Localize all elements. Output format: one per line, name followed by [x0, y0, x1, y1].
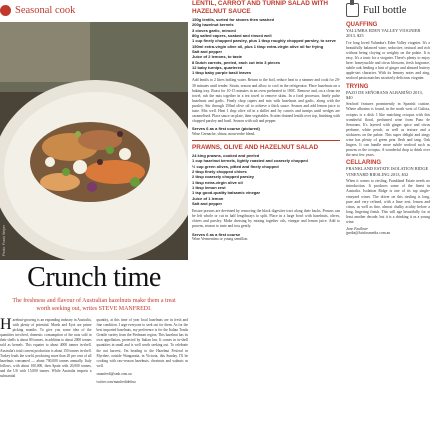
recipe1-ingredient: Juice of 2 lemons, to taste: [192, 54, 243, 60]
recipe2-ingredient: 1 tsp good-quality balsamic vinegar: [192, 190, 261, 196]
recipe2-ingredient: 24 king prawns, cooked and peeled: [192, 153, 260, 159]
wine-review-3: When it comes to riesling, Frankland Estate needs no introduction. It produces some of the finest in Australia. Isolation Ridge is one of its top single-vineyard wines. The driver on this riesling is long, pure and very refined, with a lime zest, lemon and citrus, as well as fine, almost chalky acidity before a long, lingering finish. This will age beautifully for at least another decade, but it is a drinking it as a young wine.: [346, 179, 430, 224]
wine-section-header: [346, 0, 430, 20]
recipe2-ingredient: ½ cup green olives, pitted and finely chopped: [192, 163, 279, 169]
wine-category-cellaring: CELLARING: [346, 160, 381, 167]
recipe2-method: Ensure prawns are deveined by removing the black digestive tract along their backs. Prawns can be left whole or cut in half lengthways to split. Place in a large bowl with hazelnuts, olives, chives and parsley. Make dressing by mixing together oils, vinegar and lemon juice. Add to prawns, season to taste and toss gently.: [192, 209, 340, 229]
bottle-icon: [346, 3, 359, 17]
recipe1-ingredient: 1 cup finely chopped parsley, plus 1 tbsp roughly chopped parsley, to serve: [192, 38, 336, 44]
wine-label-1: YALUMBA EDEN VALLEY VIOGNIER 2013, $25: [346, 28, 421, 39]
recipe2-ingredient: 1 tbsp lemon zest: [192, 184, 226, 190]
recipe1-title: LENTIL, CARROT AND TURNIP SALAD WITH HAZELNUT SAUCE: [192, 0, 328, 15]
recipe1-ingredient: Salt and pepper: [192, 48, 223, 54]
feature-column: [0, 0, 188, 436]
wine-label-2: PAZO DE SEÑORANS ALBARIÑO 2013, $40: [346, 89, 423, 100]
recipe1-ingredient: 1 tbsp baby purple basil leaves: [192, 70, 252, 76]
recipe1-ingredient: 12 baby turnips, quartered: [192, 64, 243, 70]
recipe1-method: Add lentils to 2 litres boiling water. Return to the boil, reduce heat to a simmer and cook for 20-30 minutes until tender. Strain, season and allow to cool in the refrigerator. Place hazelnuts on a baking tray. Roast for 10-15 minutes in an oven preheated to 180C. Remove and, on a clean tea towel, rub the nuts together in a tea towel to remove skins. In a food processor, finely pulse hazelnuts and garlic. Finely chop capers and mix with hazelnuts and garlic, along with the parsley. Stir through 150ml olive oil to achieve a thick sauce. Season and add lemon juice to taste. Mix well. Heat 1 tbsp olive oil in a skillet and fry carrots and turnips until wedges are caramelised. Place sauce on plate, then vegetables. Scatter drained lentils over top, finishing with chopped parsley and basil. Season with salt and pepper.: [192, 78, 340, 124]
wine-writer: Jane Faulkner: [346, 227, 369, 232]
recipe2-ingredient: Salt and pepper: [192, 200, 223, 206]
article-col-1: [0, 318, 92, 385]
wine-review-1: I've long loved Yalumba's Eden Valley viognier. It's a beautifully balanced wine, seductive, textural and rich without being cloying or weighty on the palate. It is easy. It's a tonic for a viognier. There's plenty to enjoy here: honeysuckle and citrus blossom, fresh fragrance, subtle oak lending a hint of ginger and almond buttery apple-tart character. With its lemony notes and zing, seafood pasta matches an utterly delicious viognier.: [346, 40, 430, 81]
section-header: [0, 0, 188, 20]
section-dot-icon: [0, 5, 11, 16]
recipe1-ingredient: 150g lentils, sorted for stones then washed: [192, 17, 275, 23]
recipe1-ingredient: 3 cloves garlic, minced: [192, 27, 236, 33]
article-text-2: quantity, at this time of year local hazelnuts are in fresh and fine condition. I urge everyone to seek out for them. As for the best imported hazelnuts, my preference is for the Italian Tonda Gentile variety from the Piedmont region. This hazelnut has its own appellation, protected by Italian law. It comes in in-shell quantities in small and is well worth seeking out. To celebrate the nut harvest, I'm heading to the Hazelnut Festival in Myrrhee, outside Wangaratta, in Victoria, this Sunday. I'll be cooking with raw-season hazelnuts, chestnuts and walnuts as well.: [96, 318, 188, 368]
headline: Crunch time: [27, 262, 161, 293]
recipe-column: [192, 0, 340, 436]
recipe1-serves: Serves 6 as a first course (pictured): [192, 126, 260, 132]
recipe2-ingredient: Juice of 1 lemon: [192, 195, 224, 201]
author-email[interactable]: smanfredi@smh.com.au: [96, 371, 132, 376]
recipe2-wine: Wine Vermentino or young semillon.: [192, 236, 249, 241]
section-label: Seasonal cook: [15, 4, 76, 16]
recipe2-title: PRAWNS, OLIVE AND HAZELNUT SALAD: [192, 143, 319, 151]
wine-column: [346, 0, 430, 436]
drop-cap: H: [0, 316, 12, 333]
standfirst: The freshness and flavour of Australian hazelnuts make them a treat worth seeking out, writes STEVE MANFREDI.: [12, 298, 176, 312]
recipe1-ingredient: 8 Dutch carrots, peeled, each cut into 3 pieces: [192, 59, 281, 65]
wine-section-label: Full bottle: [363, 4, 407, 16]
recipe1-ingredient: 200g hazelnut kernels: [192, 22, 234, 28]
article-body: [0, 318, 188, 385]
wine-label-3: FRANKLAND ESTATE ISOLATION RIDGE VINEYARD RIESLING 2013, $32: [346, 166, 429, 177]
food-photo: [0, 22, 188, 260]
photo-credit: Photo: Frank Weyer: [2, 224, 6, 256]
author-twitter[interactable]: twitter.com/manfredidefino: [96, 380, 136, 385]
recipe1-ingredients: [192, 17, 340, 75]
recipe1-wine: Wine Grenache, shiraz, mourvedre blend.: [192, 131, 256, 136]
wine-category-trying: TRYING: [346, 83, 369, 90]
recipe2-ingredient: 2 tbsp coarsely chopped parsley: [192, 174, 255, 180]
wine-writer-email[interactable]: jpedia@fairfaxmedia.com.au: [346, 231, 391, 236]
article-text-1: azelnut-growing is an expanding industry in Australia, with plenty of potential. Marsh and Eyot are prime picking months. To give you some idea of the quantities involved, domestic consumption of the nuts sold in their shells is about 80 tonnes, in addition to about 2000 tonnes sold as kernels. This equates to about 4000 tonnes in-shell. Australia's total current production is about 150 tonnes in-shell. Turkey leads the world, producing more than 20 per cent of all hazelnuts consumed — about 700,000 tonnes annually. Italy follows, with about 100,000, then Spain with 20,000 tonnes, and the US with 15,000 tonnes. While Australia imports a substantial: [0, 318, 92, 379]
article-col-2: [97, 318, 189, 385]
recipe2-ingredient: 1 cup hazelnut kernels, lightly roasted and coarsely chopped: [192, 158, 308, 164]
wine-category-quaffing: QUAFFING: [346, 22, 378, 28]
recipe2-ingredient: 1 tbsp extra-virgin olive oil: [192, 179, 243, 185]
recipe2-ingredient: 2 tbsp finely chopped chives: [192, 169, 247, 175]
divider: [192, 140, 340, 141]
recipe2-serves: Serves 6 as a first course: [192, 231, 241, 237]
recipe1-ingredient: 80g salted capers, soaked and rinsed well: [192, 33, 272, 39]
recipe1-ingredient: 150ml extra-virgin olive oil, plus 1 tbsp extra-virgin olive oil for frying: [192, 43, 324, 49]
wine-review-2: Seafood features prominently in Spanish cuisine. Where albarino is found, in the north west of Galicia, octopus is a dish. I like matching octopus with this wonderful floral, perfumed wine from Pazo de Senorans. It's layered with ginger spice and citrus perfume, white peach, as well as texture and a stickiness on the palate. This super delight and zingy wine has plenty of green pear flesh and tang. Oak lingers. It can handle more subtle seafood such as prawns or the octopus. A wonderful drop to drink over the next few years.: [346, 102, 430, 158]
recipe2-ingredients: [192, 153, 340, 206]
